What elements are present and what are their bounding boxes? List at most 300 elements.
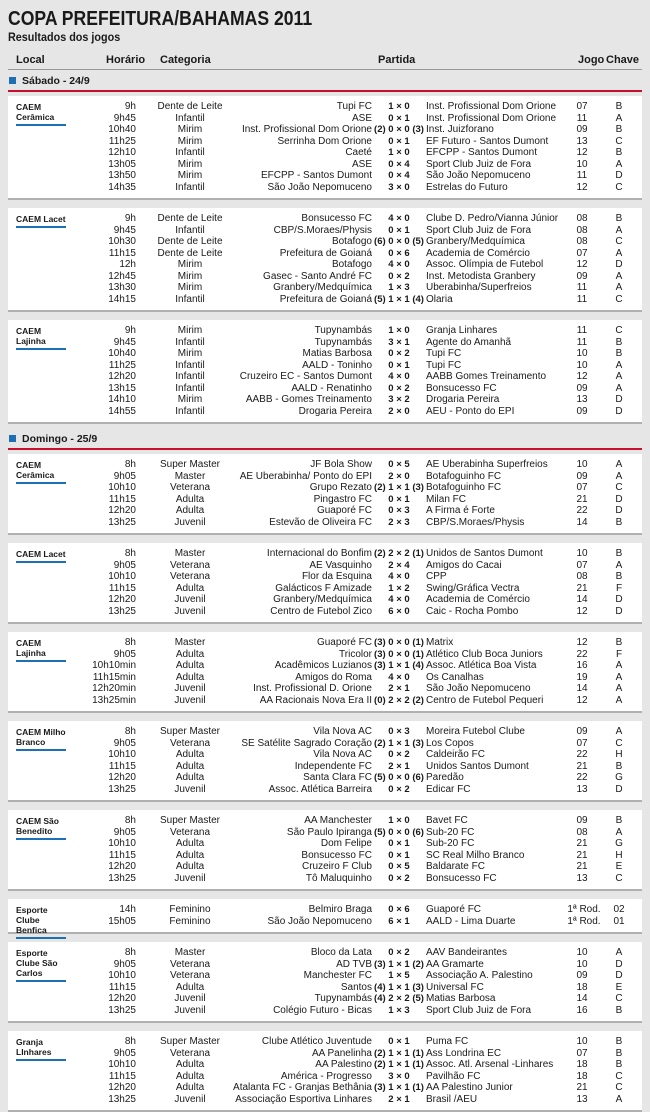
game-number: 13 <box>576 135 588 147</box>
group-key: A <box>615 1093 623 1105</box>
game-number: 08 <box>576 213 588 224</box>
home-team: AABB - Gomes Treinamento <box>245 394 372 405</box>
match-row <box>8 1005 642 1017</box>
match-time: 9h05 <box>113 737 136 749</box>
game-number: 10 <box>576 1036 588 1047</box>
match-category: Adulta <box>175 861 205 872</box>
home-team: São Paulo Ipiranga <box>286 826 372 838</box>
match-category: Infantil <box>175 224 205 236</box>
match-category: Mirim <box>177 270 203 282</box>
group-key: G <box>615 772 623 783</box>
match-time: 13h25 <box>108 1004 136 1016</box>
away-team: AE Uberabinha Superfreios <box>426 459 548 470</box>
match-category: Adulta <box>175 1059 205 1070</box>
match-time: 11h25 <box>108 135 136 147</box>
group-key: A <box>615 671 623 683</box>
match-score: 0 × 1 <box>388 493 410 505</box>
match-time: 12h10 <box>108 147 136 158</box>
home-team: Independente FC <box>294 760 372 772</box>
match-score: (3) 1 × 1 (1) <box>374 1082 424 1093</box>
venue-block <box>8 942 642 1023</box>
venue-block <box>8 320 642 424</box>
game-number: 11 <box>576 293 588 305</box>
group-key: A <box>615 247 623 259</box>
game-number: 07 <box>576 1047 588 1059</box>
match-time: 14h <box>119 904 136 915</box>
group-key: D <box>615 605 623 617</box>
match-category: Dente de Leite <box>157 247 223 259</box>
away-team: AAV Bandeirantes <box>426 947 507 958</box>
home-team: Internacional do Bonfim <box>266 548 372 559</box>
match-score: (2) 1 × 1 (1) <box>374 1059 424 1070</box>
match-category: Adulta <box>175 838 205 849</box>
match-score: 1 × 0 <box>388 147 410 158</box>
game-number: 11 <box>576 282 588 293</box>
match-row <box>8 959 642 971</box>
match-row <box>8 660 642 672</box>
group-key: 02 <box>613 904 625 915</box>
match-score: 4 × 0 <box>388 571 410 582</box>
match-time: 14h10 <box>108 394 136 405</box>
venue-block <box>8 1031 642 1112</box>
venue-name-text: Granja LInhares <box>16 1037 52 1057</box>
venue-name-text: CAEM Milho Branco <box>16 727 66 747</box>
match-category: Mirim <box>177 170 203 181</box>
day-header <box>8 73 642 92</box>
match-score: 2 × 0 <box>388 470 410 482</box>
match-row <box>8 548 642 560</box>
match-category: Juvenil <box>174 993 206 1004</box>
game-number: 12 <box>576 637 588 648</box>
match-score: 0 × 1 <box>388 224 410 236</box>
match-score: 1 × 3 <box>388 282 410 293</box>
match-category: Veterana <box>169 737 211 749</box>
away-team: Assoc. Atl. Arsenal -Linhares <box>426 1059 554 1070</box>
match-score: (5) 0 × 0 (6) <box>374 772 424 783</box>
match-category: Veterana <box>169 958 211 970</box>
home-team: Tô Maluquinho <box>305 872 372 884</box>
match-row <box>8 248 642 260</box>
match-score: (2) 0 × 0 (3) <box>374 124 424 135</box>
home-team: ASE <box>351 158 372 170</box>
away-team: Granbery/Medquímica <box>426 236 525 247</box>
match-category: Juvenil <box>174 516 206 528</box>
match-score: (2) 1 × 1 (3) <box>374 737 424 749</box>
match-time: 9h05 <box>113 1047 136 1059</box>
group-key: C <box>615 482 623 493</box>
home-team: Guaporé FC <box>316 505 372 516</box>
match-row <box>8 649 642 661</box>
match-score: 0 × 2 <box>388 348 410 359</box>
game-number: 22 <box>576 749 588 760</box>
away-team: Amigos do Cacai <box>426 559 502 571</box>
home-team: Bloco da Lata <box>310 947 372 958</box>
match-row <box>8 371 642 383</box>
group-key: A <box>615 683 623 694</box>
match-category: Adulta <box>175 981 205 993</box>
match-score: 0 × 1 <box>388 838 410 849</box>
venue-block <box>8 543 642 624</box>
match-row <box>8 904 642 916</box>
match-time: 13h25 <box>108 1093 136 1105</box>
home-team: Flor da Esquina <box>301 571 372 582</box>
match-row <box>8 947 642 959</box>
match-time: 13h25 <box>108 783 136 795</box>
group-key: A <box>615 459 623 470</box>
column-header-row <box>8 52 642 70</box>
match-score: 4 × 0 <box>388 213 410 224</box>
match-score: (2) 2 × 2 (1) <box>374 548 424 559</box>
home-team: AA Racionais Nova Era II <box>259 694 372 706</box>
match-time: 9h45 <box>113 112 136 124</box>
home-team: Caeté <box>345 147 372 158</box>
home-team: Prefeitura de Goianá <box>279 247 372 259</box>
match-time: 12h20 <box>108 371 136 382</box>
match-time: 10h10 <box>108 1059 136 1070</box>
match-score: 2 × 1 <box>388 760 410 772</box>
match-score: 1 × 0 <box>388 325 410 336</box>
match-row <box>8 749 642 761</box>
home-team: Vila Nova AC <box>313 726 372 737</box>
match-time: 9h05 <box>113 559 136 571</box>
home-team: Pingastro FC <box>313 493 372 505</box>
away-team: Assoc. Olímpia de Futebol <box>426 259 544 270</box>
away-team: Sport Club Juiz de Fora <box>426 224 532 236</box>
group-key: B <box>615 516 623 528</box>
away-team: Matias Barbosa <box>426 993 496 1004</box>
match-score: 1 × 2 <box>388 582 410 594</box>
match-category: Infantil <box>175 382 205 394</box>
away-team: Guaporé FC <box>426 904 482 915</box>
match-row <box>8 1071 642 1083</box>
match-time: 12h20 <box>108 505 136 516</box>
home-team: Guaporé FC <box>316 637 372 648</box>
group-key: H <box>615 749 623 760</box>
away-team: Puma FC <box>426 1036 469 1047</box>
match-time: 14h55 <box>108 405 136 417</box>
match-score: 6 × 1 <box>388 915 410 927</box>
match-category: Adulta <box>175 582 205 594</box>
away-team: Bonsucesso FC <box>426 872 497 884</box>
home-team: Vila Nova AC <box>313 749 372 760</box>
away-team: Bonsucesso FC <box>426 382 497 394</box>
group-key: B <box>615 348 623 359</box>
home-team: Inst. Profissional Dom Orione <box>241 124 372 135</box>
match-score: 0 × 2 <box>388 947 410 958</box>
home-team: Inst. Profissional D. Orione <box>253 683 372 694</box>
group-key: F <box>615 582 623 594</box>
match-score: 0 × 6 <box>388 904 410 915</box>
away-team: Drogaria Pereira <box>426 394 500 405</box>
game-number: 14 <box>576 993 588 1004</box>
game-number: 09 <box>576 470 588 482</box>
home-team: Galácticos F Amizade <box>275 582 372 594</box>
group-key: B <box>615 637 623 648</box>
match-score: 3 × 2 <box>388 394 410 405</box>
game-number: 1ª Rod. <box>567 904 601 915</box>
match-time: 8h <box>124 947 136 958</box>
away-team: Caic - Rocha Pombo <box>426 605 519 617</box>
match-row <box>8 494 642 506</box>
match-row <box>8 916 642 928</box>
away-team: Agente do Amanhã <box>426 336 512 348</box>
match-row <box>8 726 642 738</box>
game-number: 11 <box>576 112 588 124</box>
home-team: JF Bola Show <box>310 459 372 470</box>
match-time: 9h <box>124 101 136 112</box>
game-number: 18 <box>576 1070 588 1082</box>
match-category: Veterana <box>169 970 211 981</box>
home-team: Serrinha Dom Orione <box>277 135 372 147</box>
group-key: A <box>615 359 623 371</box>
venue-name-text: Esporte Clube São Carlos <box>16 948 58 978</box>
group-key: C <box>615 181 623 193</box>
group-key: D <box>615 493 623 505</box>
game-number: 21 <box>576 493 588 505</box>
group-key: A <box>615 382 623 394</box>
group-key: D <box>615 505 623 516</box>
game-number: 11 <box>576 336 588 348</box>
header-categoria: Categoria <box>160 54 211 66</box>
away-team: AALD - Lima Duarte <box>426 915 516 927</box>
match-row <box>8 982 642 994</box>
match-row <box>8 337 642 349</box>
header-jogo: Jogo <box>578 54 605 66</box>
home-team: Tupynambás <box>314 325 372 336</box>
away-team: Botafoguinho FC <box>426 470 502 482</box>
match-row <box>8 406 642 418</box>
match-row <box>8 170 642 182</box>
away-team: Caldeirão FC <box>426 749 485 760</box>
match-score: 0 × 1 <box>388 849 410 861</box>
match-score: 4 × 0 <box>388 594 410 605</box>
group-key: D <box>615 594 623 605</box>
match-time: 10h10 <box>108 482 136 493</box>
match-score: 1 × 0 <box>388 815 410 826</box>
away-team: Estrelas do Futuro <box>426 181 508 193</box>
game-number: 09 <box>576 382 588 394</box>
away-team: Sport Club Juiz de Fora <box>426 158 532 170</box>
home-team: Prefeitura de Goianá <box>279 293 372 305</box>
away-team: Moreira Futebol Clube <box>426 726 525 737</box>
match-category: Infantil <box>175 293 205 305</box>
game-number: 10 <box>576 348 588 359</box>
match-score: 0 × 3 <box>388 505 410 516</box>
group-key: D <box>615 970 623 981</box>
match-category: Juvenil <box>174 872 206 884</box>
group-key: B <box>615 571 623 582</box>
group-key: 01 <box>613 915 625 927</box>
match-category: Mirim <box>177 282 203 293</box>
match-time: 12h <box>119 259 136 270</box>
away-team: Tupi FC <box>426 359 462 371</box>
match-time: 10h10min <box>92 660 136 671</box>
match-time: 8h <box>124 459 136 470</box>
match-score: 0 × 5 <box>388 459 410 470</box>
group-key: B <box>615 760 623 772</box>
match-time: 12h45 <box>108 270 136 282</box>
match-score: 0 × 2 <box>388 749 410 760</box>
match-time: 9h <box>124 213 136 224</box>
match-score: 1 × 5 <box>388 970 410 981</box>
game-number: 21 <box>576 760 588 772</box>
match-category: Master <box>174 470 206 482</box>
away-team: Clube D. Pedro/Vianna Júnior <box>426 213 559 224</box>
match-score: (5) 0 × 0 (6) <box>374 826 424 838</box>
home-team: Amigos do Roma <box>295 671 372 683</box>
match-row <box>8 761 642 773</box>
match-time: 13h15 <box>108 382 136 394</box>
group-key: A <box>615 224 623 236</box>
match-score: 0 × 4 <box>388 170 410 181</box>
game-number: 22 <box>576 505 588 516</box>
game-number: 10 <box>576 958 588 970</box>
match-row <box>8 471 642 483</box>
match-category: Adulta <box>175 505 205 516</box>
match-score: 0 × 1 <box>388 1036 410 1047</box>
game-number: 07 <box>576 482 588 493</box>
away-team: AA Gramarte <box>426 958 484 970</box>
match-time: 11h25 <box>108 359 136 371</box>
match-score: (2) 1 × 1 (1) <box>374 1047 424 1059</box>
venue-name-text: CAEM Cerâmica <box>16 460 55 480</box>
game-number: 12 <box>576 181 588 193</box>
away-team: Associação A. Palestino <box>426 970 533 981</box>
group-key: C <box>615 1082 623 1093</box>
home-team: Tupynambás <box>314 336 372 348</box>
home-team: AA Palestino <box>315 1059 372 1070</box>
match-score: 4 × 0 <box>388 371 410 382</box>
group-key: B <box>615 101 623 112</box>
game-number: 07 <box>576 247 588 259</box>
match-row <box>8 672 642 684</box>
home-team: Bonsucesso FC <box>301 213 372 224</box>
home-team: Associação Esportiva Linhares <box>235 1093 372 1105</box>
match-time: 12h20 <box>108 772 136 783</box>
game-number: 08 <box>576 224 588 236</box>
match-score: (2) 1 × 1 (3) <box>374 482 424 493</box>
day-label: Sábado - 24/9 <box>22 75 90 87</box>
home-team: Cruzeiro F Club <box>301 861 372 872</box>
match-category: Juvenil <box>174 605 206 617</box>
venue-block <box>8 96 642 200</box>
home-team: Atalanta FC - Granjas Bethânia <box>233 1082 372 1093</box>
match-time: 8h <box>124 1036 136 1047</box>
game-number: 11 <box>576 170 588 181</box>
away-team: Bavet FC <box>426 815 468 826</box>
home-team: São João Nepomuceno <box>267 915 372 927</box>
venue-underline <box>16 937 66 939</box>
away-team: AEU - Ponto do EPI <box>426 405 515 417</box>
match-score: 2 × 1 <box>388 1093 410 1105</box>
home-team: Colégio Futuro - Bicas <box>273 1004 372 1016</box>
match-category: Infantil <box>175 359 205 371</box>
game-number: 14 <box>576 594 588 605</box>
home-team: SE Satélite Sagrado Coração <box>241 737 372 749</box>
match-category: Juvenil <box>174 1004 206 1016</box>
away-team: EFCPP - Santos Dumont <box>426 147 537 158</box>
match-category: Juvenil <box>174 594 206 605</box>
match-score: 1 × 0 <box>388 101 410 112</box>
away-team: Academia de Comércio <box>426 594 530 605</box>
venue-name-text: CAEM Lacet <box>16 549 66 559</box>
group-key: A <box>615 158 623 170</box>
game-number: 12 <box>576 694 588 706</box>
match-category: Juvenil <box>174 783 206 795</box>
match-row <box>8 360 642 372</box>
day-marker-icon <box>9 77 16 84</box>
group-key: C <box>615 737 623 749</box>
game-number: 09 <box>576 815 588 826</box>
venue-block <box>8 454 642 535</box>
away-team: Sport Club Juiz de Fora <box>426 1004 532 1016</box>
away-team: Ass Londrina EC <box>426 1047 502 1059</box>
match-row <box>8 459 642 471</box>
match-score: 4 × 0 <box>388 259 410 270</box>
away-team: Uberabinha/Superfreios <box>426 282 532 293</box>
away-team: Os Canalhas <box>426 671 484 683</box>
match-category: Super Master <box>159 1036 221 1047</box>
group-key: E <box>615 981 623 993</box>
group-key: B <box>615 548 623 559</box>
match-row <box>8 861 642 873</box>
venue-block <box>8 208 642 312</box>
game-number: 14 <box>576 516 588 528</box>
match-row <box>8 147 642 159</box>
match-category: Juvenil <box>174 1093 206 1105</box>
away-team: Tupi FC <box>426 348 462 359</box>
match-row <box>8 383 642 395</box>
day-header <box>8 431 642 450</box>
match-time: 10h10 <box>108 571 136 582</box>
game-number: 12 <box>576 605 588 617</box>
group-key: A <box>615 826 623 838</box>
home-team: Matias Barbosa <box>302 348 372 359</box>
venue-name-text: CAEM Cerâmica <box>16 102 55 122</box>
match-row <box>8 637 642 649</box>
match-score: (3) 0 × 0 (1) <box>374 648 424 660</box>
match-time: 12h20 <box>108 594 136 605</box>
match-category: Infantil <box>175 181 205 193</box>
match-row <box>8 394 642 406</box>
away-team: Baldarate FC <box>426 861 485 872</box>
match-score: (3) 1 × 1 (2) <box>374 958 424 970</box>
match-category: Mirim <box>177 158 203 170</box>
away-team: Inst. Metodista Granbery <box>426 270 536 282</box>
match-row <box>8 1059 642 1071</box>
match-row <box>8 772 642 784</box>
home-team: Grupo Rezato <box>309 482 372 493</box>
match-time: 13h25min <box>92 694 136 706</box>
match-row <box>8 571 642 583</box>
match-row <box>8 1082 642 1094</box>
match-time: 12h20 <box>108 861 136 872</box>
match-row <box>8 505 642 517</box>
match-score: (3) 0 × 0 (1) <box>374 637 424 648</box>
day-marker-icon <box>9 435 16 442</box>
group-key: C <box>615 135 623 147</box>
match-time: 11h15min <box>92 671 136 683</box>
away-team: EF Futuro - Santos Dumont <box>426 135 549 147</box>
game-number: 10 <box>576 947 588 958</box>
days-container <box>8 73 642 1112</box>
home-team: Cruzeiro EC - Santos Dumont <box>239 371 372 382</box>
match-row <box>8 784 642 796</box>
match-row <box>8 838 642 850</box>
away-team: Academia de Comércio <box>426 247 530 259</box>
match-category: Feminino <box>169 904 211 915</box>
home-team: São João Nepomuceno <box>267 181 372 193</box>
